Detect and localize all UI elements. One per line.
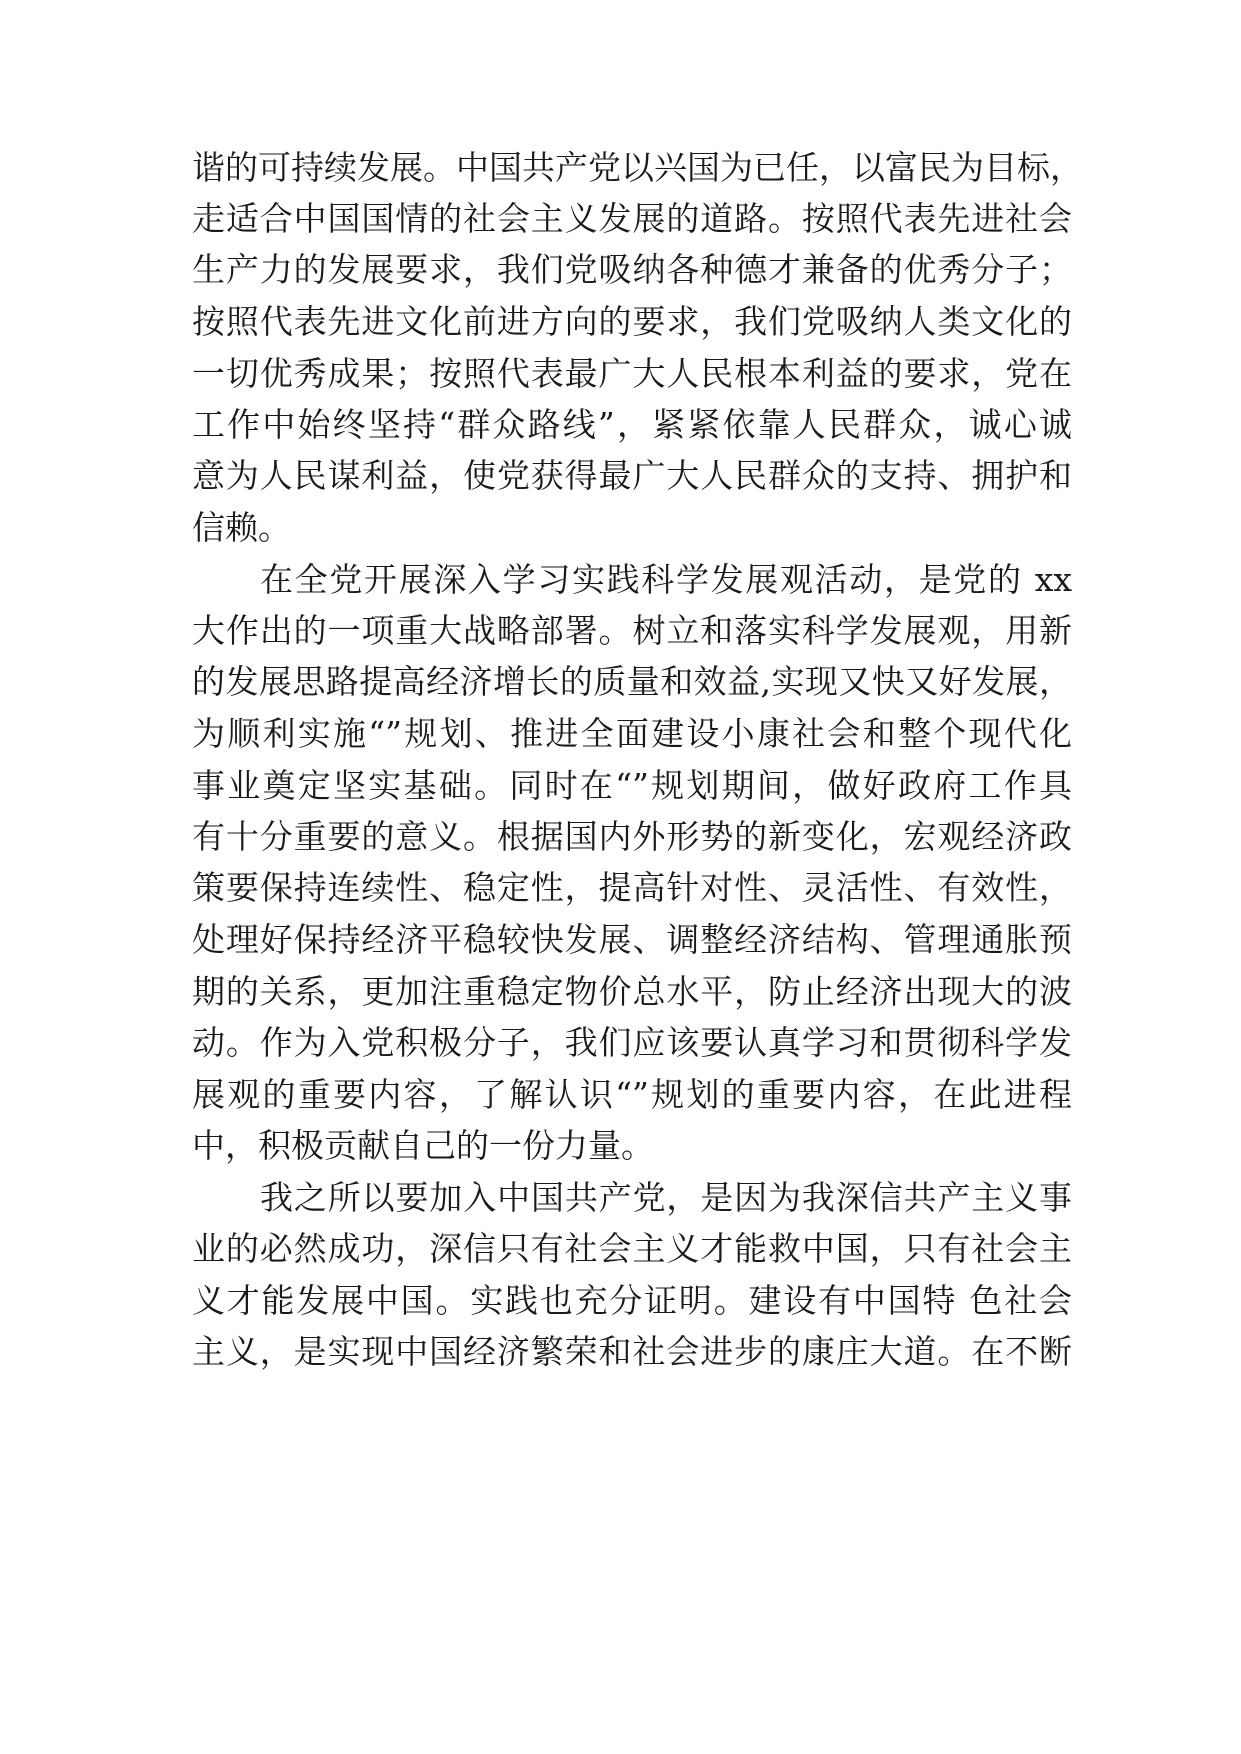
text-line: 工作中始终坚持“群众路线”，紧紧依靠人民群众，诚心诚 [192, 405, 1072, 444]
text-line: 处理好保持经济平稳较快发展、调整经济结构、管理通胀预 [192, 920, 1072, 959]
text-line: 信赖。 [192, 508, 291, 547]
text-line: 一切优秀成果；按照代表最广大人民根本利益的要求，党在 [192, 354, 1072, 393]
text-line: 展观的重要内容，了解认识“”规划的重要内容，在此进程 [192, 1075, 1072, 1114]
text-line: 期的关系，更加注重稳定物价总水平，防止经济出现大的波 [192, 972, 1072, 1011]
paragraph-first-line: 在全党开展深入学习实践科学发展观活动，是党的 xx [260, 560, 1072, 599]
text-line: 业的必然成功，深信只有社会主义才能救中国，只有社会主 [192, 1229, 1072, 1268]
text-line: 为顺利实施“”规划、推进全面建设小康社会和整个现代化 [192, 714, 1072, 753]
text-line: 事业奠定坚实基础。同时在“”规划期间，做好政府工作具 [192, 766, 1072, 805]
text-line: 动。作为入党积极分子，我们应该要认真学习和贯彻科学发 [192, 1023, 1072, 1062]
text-line: 按照代表先进文化前进方向的要求，我们党吸纳人类文化的 [192, 302, 1072, 341]
text-line: 中，积极贡献自己的一份力量。 [192, 1126, 654, 1165]
text-line: 有十分重要的意义。根据国内外形势的新变化，宏观经济政 [192, 817, 1072, 856]
text-line: 走适合中国国情的社会主义发展的道路。按照代表先进社会 [192, 199, 1072, 238]
text-line: 主义，是实现中国经济繁荣和社会进步的康庄大道。在不断 [192, 1332, 1072, 1371]
text-line: 生产力的发展要求，我们党吸纳各种德才兼备的优秀分子； [192, 250, 1072, 289]
paragraph-first-line: 我之所以要加入中国共产党，是因为我深信共产主义事 [260, 1178, 1072, 1217]
text-line: 大作出的一项重大战略部署。树立和落实科学发展观，用新 [192, 611, 1072, 650]
text-line: 义才能发展中国。实践也充分证明。建设有中国特 色社会 [192, 1281, 1072, 1320]
text-line: 策要保持连续性、稳定性，提高针对性、灵活性、有效性， [192, 868, 1072, 907]
text-line: 谐的可持续发展。中国共产党以兴国为已任，以富民为目标， [192, 148, 1083, 187]
text-line: 意为人民谋利益，使党获得最广大人民群众的支持、拥护和 [192, 456, 1072, 495]
text-line: 的发展思路提高经济增长的质量和效益,实现又快又好发展， [192, 662, 1072, 701]
